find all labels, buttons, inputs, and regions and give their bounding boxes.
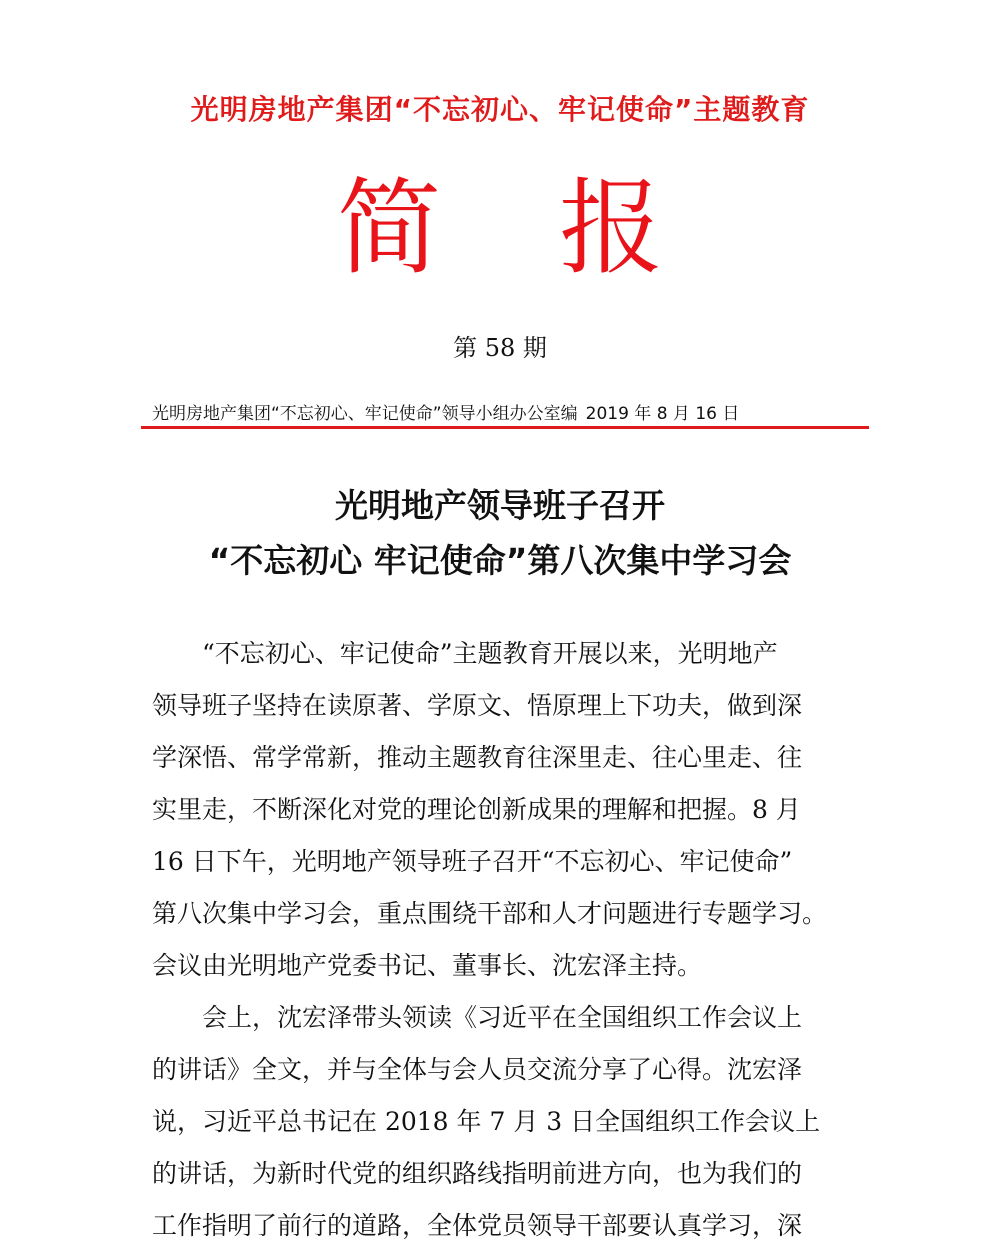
- red-divider: [141, 426, 869, 429]
- body-line: 会上，沈宏泽带头领读《习近平在全国组织工作会议上: [202, 1003, 803, 1032]
- body-line: 领导班子坚持在读原著、学原文、悟原理上下功夫，做到深: [152, 691, 803, 720]
- headline-line-2: “不忘初心 牢记使命”第八次集中学习会: [208, 541, 792, 580]
- body-line: 工作指明了前行的道路，全体党员领导干部要认真学习，深: [152, 1211, 803, 1240]
- masthead: [0, 168, 1000, 288]
- issue-number: 第 58 期: [453, 334, 547, 362]
- body-line: 实里走，不断深化对党的理论创新成果的理解和把握。8 月: [152, 795, 801, 824]
- masthead-char-bao: 报: [559, 167, 664, 289]
- body-line: 会议由光明地产党委书记、董事长、沈宏泽主持。: [152, 951, 703, 980]
- body-line: 16 日下午，光明地产领导班子召开“不忘初心、牢记使命”: [152, 847, 793, 876]
- issuer-name: 光明房地产集团“不忘初心、牢记使命”领导小组办公室编: [152, 404, 578, 424]
- body-line: “不忘初心、牢记使命”主题教育开展以来，光明地产: [202, 639, 778, 668]
- body-line: 学深悟、常学常新，推动主题教育往深里走、往心里走、往: [152, 743, 803, 772]
- body-line: 第八次集中学习会，重点围绕干部和人才问题进行专题学习。: [152, 899, 828, 928]
- organization-title: 光明房地产集团“不忘初心、牢记使命”主题教育: [190, 93, 810, 126]
- masthead-char-jian: 简: [336, 167, 441, 289]
- issuer-line: [152, 399, 852, 424]
- article-body: [152, 628, 852, 1252]
- headline-line-1: 光明地产领导班子召开: [335, 486, 665, 525]
- body-line: 说，习近平总书记在 2018 年 7 月 3 日全国组织工作会议上: [152, 1107, 821, 1136]
- body-line: 的讲话，为新时代党的组织路线指明前进方向，也为我们的: [152, 1159, 803, 1188]
- body-line: 的讲话》全文，并与全体与会人员交流分享了心得。沈宏泽: [152, 1055, 803, 1084]
- issue-date: 2019 年 8 月 16 日: [585, 404, 740, 424]
